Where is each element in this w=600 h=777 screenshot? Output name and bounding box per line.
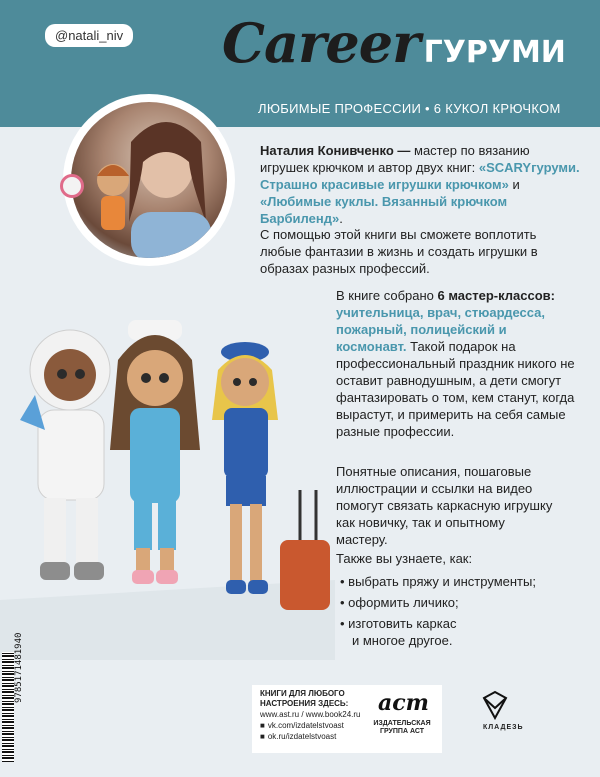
bullet-yarn: • выбрать пряжу и инструменты;: [340, 574, 536, 589]
masterclasses-count: 6 мастер-классов:: [437, 288, 556, 303]
also-learn-lead: Также вы узнаете, как:: [336, 551, 473, 566]
masterclasses-rest: Такой подарок на профессиональный праздник никого не оставит равнодушным, а дети смогут фантазировать о том, кем станут, когда вырастут, и примерить на себя самые разные профессии.: [336, 339, 575, 439]
professions-list: учительница, врач, стюардесса, пожарный, полицейский и космонавт.: [336, 305, 545, 354]
ok-icon: ■: [260, 732, 265, 741]
bullet-frame: • изготовить каркас: [340, 616, 457, 631]
doctor-doll: [110, 320, 200, 584]
vk-link[interactable]: ■ vk.com/izdatelstvoast: [260, 721, 344, 730]
author-book-2: «Любимые куклы. Вязанный крючком Барбиленд»: [260, 194, 508, 226]
title-career: Career: [222, 11, 420, 75]
author-photo: [71, 102, 227, 258]
website-link[interactable]: www.ast.ru / www.book24.ru: [260, 710, 361, 719]
author-end: .: [339, 211, 343, 226]
astronaut-doll: [20, 330, 110, 580]
imprint-name: КЛАДЕЗЬ: [483, 724, 524, 731]
barcode: [2, 652, 14, 762]
diamond-icon: [480, 690, 510, 720]
bullet-face: • оформить личико;: [340, 595, 459, 610]
book-subtitle: ЛЮБИМЫЕ ПРОФЕССИИ • 6 КУКОЛ КРЮЧКОМ: [258, 101, 561, 116]
author-and: и: [508, 177, 520, 192]
title-guru: ГУРУМИ: [423, 35, 566, 70]
masterclasses-lead: В книге собрано: [336, 288, 438, 303]
ast-caption: ИЗДАТЕЛЬСКАЯ ГРУППА АСТ: [373, 720, 431, 735]
author-name: Наталия Конивченко —: [260, 143, 411, 158]
vk-icon: ■: [260, 721, 265, 730]
book-description: С помощью этой книги вы сможете воплотить любые фантазии в жизнь и создать игрушки в образах разных профессий.: [260, 227, 538, 276]
ast-logo: аст: [378, 690, 429, 716]
author-handle-badge: @natali_niv: [45, 24, 133, 47]
info-head-1: КНИГИ ДЛЯ ЛЮБОГО: [260, 689, 345, 698]
ok-link[interactable]: ■ ok.ru/izdatelstvoast: [260, 732, 337, 741]
dolls-illustration: [0, 300, 335, 660]
decorative-ring: [60, 174, 84, 198]
info-head-2: НАСТРОЕНИЯ ЗДЕСЬ:: [260, 699, 349, 708]
author-bio: [260, 142, 580, 227]
instructions-paragraph: Понятные описания, пошаговые иллюстрации и ссылки на видео помогут связать каркасную игрушку как новичку, так и опытному мастеру.: [336, 464, 553, 547]
book-title: [222, 11, 582, 75]
masterclasses-paragraph: [336, 287, 576, 440]
author-intro: мастер по вязанию игрушек крючком и автор двух книг:: [260, 143, 530, 175]
isbn-number: 9785171481940: [14, 632, 24, 703]
bullet-more: и многое другое.: [352, 633, 453, 648]
author-book-1: «SCARYгуруми. Страшно красивые игрушки крючком»: [260, 160, 580, 192]
stewardess-doll: [212, 342, 330, 610]
